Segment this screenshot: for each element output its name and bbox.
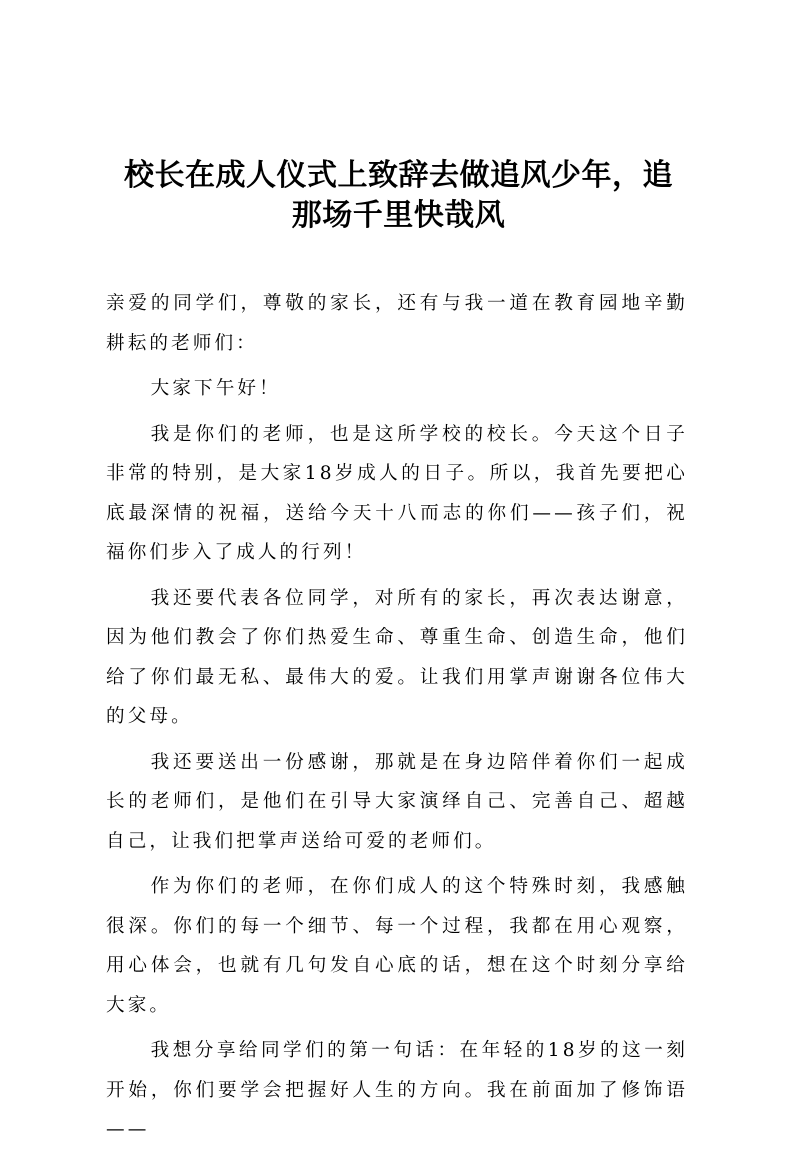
body-paragraph: 我是你们的老师，也是这所学校的校长。今天这个日子非常的特别，是大家18岁成人的日子。所以，我首先要把心底最深情的祝福，送给今天十八而志的你们——孩子们，祝福你们步入了成人的行列！	[106, 423, 688, 563]
title-line-2: 那场千里快哉风	[291, 198, 506, 233]
document-title	[96, 156, 701, 236]
body-paragraph: 我还要送出一份感谢，那就是在身边陪伴着你们一起成长的老师们，是他们在引导大家演绎自己、完善自己、超越自己，让我们把掌声送给可爱的老师们。	[106, 751, 688, 852]
document-body	[106, 284, 688, 1156]
greeting-paragraph: 大家下午好！	[150, 378, 281, 399]
body-paragraph: 我想分享给同学们的第一句话：在年轻的18岁的这一刻开始，你们要学会把握好人生的方向。我在前面加了修饰语——	[106, 1040, 688, 1140]
title-line-1: 校长在成人仪式上致辞去做追风少年，追	[124, 158, 673, 193]
body-paragraph: 作为你们的老师，在你们成人的这个特殊时刻，我感触很深。你们的每一个细节、每一个过程，我都在用心观察，用心体会，也就有几句发自心底的话，想在这个时刻分享给大家。	[106, 876, 688, 1016]
salutation-paragraph: 亲爱的同学们，尊敬的家长，还有与我一道在教育园地辛勤耕耘的老师们：	[106, 293, 688, 354]
body-paragraph: 我还要代表各位同学，对所有的家长，再次表达谢意，因为他们教会了你们热爱生命、尊重生命、创造生命，他们给了你们最无私、最伟大的爱。让我们用掌声谢谢各位伟大的父母。	[106, 587, 688, 727]
